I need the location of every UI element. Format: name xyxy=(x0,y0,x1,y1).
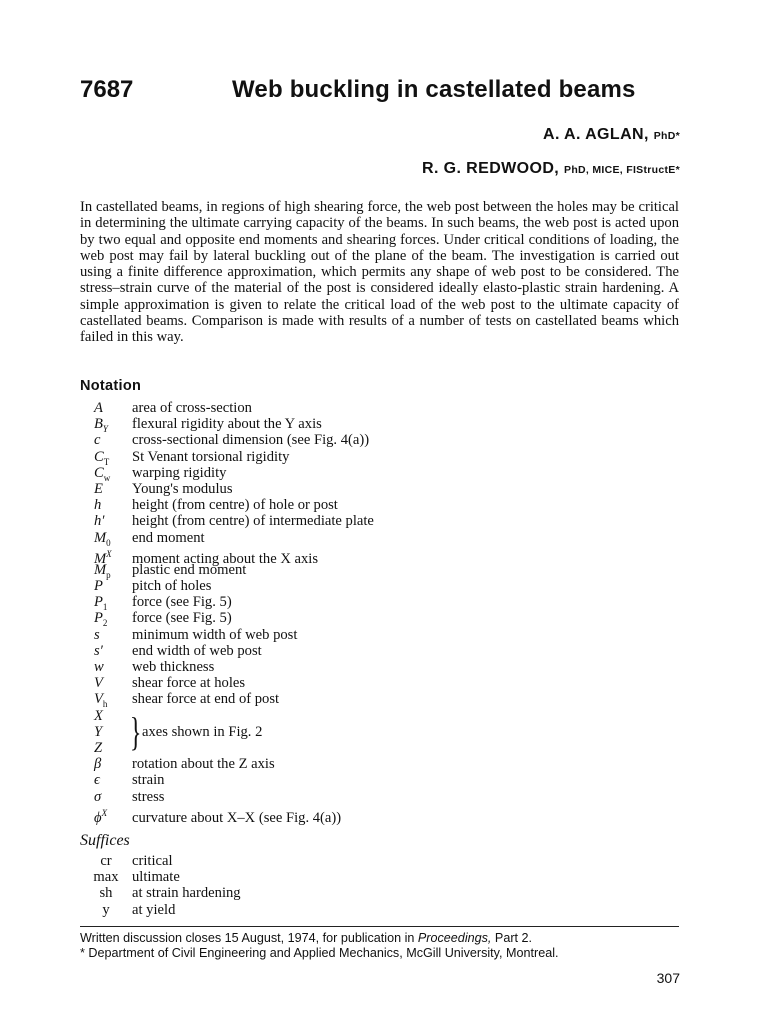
notation-symbol: w xyxy=(94,659,104,675)
notation-item xyxy=(80,578,374,594)
notation-item xyxy=(80,449,374,465)
notation-item xyxy=(80,805,374,826)
axis-y-symbol: Y xyxy=(94,723,103,740)
notation-definition: minimum width of web post xyxy=(132,626,298,643)
notation-definition: end width of web post xyxy=(132,642,262,659)
axis-z-symbol: Z xyxy=(94,739,103,756)
notation-item xyxy=(80,513,374,529)
notation-symbol: c xyxy=(94,432,101,449)
notation-definition: rotation about the Z axis xyxy=(132,756,275,773)
notation-item xyxy=(80,610,374,629)
notation-item xyxy=(80,465,374,481)
notation-item xyxy=(80,772,374,788)
suffix-symbol: max xyxy=(93,869,119,886)
notation-symbol: P xyxy=(94,578,103,595)
notation-definition: strain xyxy=(132,772,165,789)
notation-symbol: β xyxy=(94,756,102,773)
author-credentials: PhD, MICE, FIStructE* xyxy=(564,164,680,176)
notation-list xyxy=(80,400,374,826)
notation-definition: plastic end moment xyxy=(132,561,247,578)
notation-item xyxy=(80,643,374,659)
notation-definition: warping rigidity xyxy=(132,464,227,481)
notation-definition: Young's modulus xyxy=(132,480,233,497)
curly-brace-glyph: } xyxy=(129,708,142,754)
notation-definition: shear force at end of post xyxy=(132,691,280,708)
suffix-item xyxy=(80,885,241,901)
author-credentials: PhD* xyxy=(653,130,680,142)
author-name: A. A. AGLAN, xyxy=(543,126,649,143)
notation-symbol: h xyxy=(94,497,102,514)
notation-definition: web thickness xyxy=(132,659,215,675)
paper-number: 7687 xyxy=(80,76,134,103)
notation-symbol: ϵ xyxy=(94,772,100,789)
notation-item xyxy=(80,789,374,805)
notation-symbol: A xyxy=(94,400,103,416)
notation-definition: flexural rigidity about the Y axis xyxy=(132,416,322,433)
suffix-meaning: at yield xyxy=(132,901,176,918)
notation-symbol: $P_2$ xyxy=(94,610,108,629)
notation-symbol: $M_0$ xyxy=(94,529,111,548)
discussion-footnote xyxy=(80,931,532,946)
author-aglan xyxy=(543,126,680,144)
page-number: 307 xyxy=(656,970,680,986)
axes-group xyxy=(80,708,374,757)
notation-symbol: E xyxy=(94,480,103,497)
discussion-text: Written discussion closes 15 August, 1974, for publication in xyxy=(80,931,415,945)
notation-item xyxy=(80,756,374,772)
suffix-symbol: y xyxy=(102,901,110,918)
affiliation-footnote: * Department of Civil Engineering and Applied Mechanics, McGill University, Montreal. xyxy=(80,946,559,960)
notation-item xyxy=(80,400,374,416)
notation-item xyxy=(80,659,374,675)
notation-symbol: V xyxy=(94,675,103,692)
notation-symbol: s xyxy=(94,626,100,643)
notation-item xyxy=(80,481,374,497)
notation-item xyxy=(80,691,374,710)
notation-symbol: $V_h$ xyxy=(94,691,108,710)
notation-item xyxy=(80,530,374,546)
author-name: R. G. REDWOOD, xyxy=(422,160,560,177)
notation-definition: shear force at holes xyxy=(132,675,246,692)
suffix-item xyxy=(80,869,241,885)
discussion-part: Part 2. xyxy=(494,931,533,945)
notation-definition: cross-sectional dimension (see Fig. 4(a)) xyxy=(132,432,370,449)
notation-definition: height (from centre) of intermediate plate xyxy=(132,513,374,530)
notation-symbol: s′ xyxy=(94,642,103,659)
notation-symbol: h′ xyxy=(94,513,105,530)
notation-definition: St Venant torsional rigidity xyxy=(132,448,290,465)
notation-definition: force (see Fig. 5) xyxy=(132,594,232,611)
paper-title: Web buckling in castellated beams xyxy=(232,76,636,103)
suffix-item xyxy=(80,902,241,918)
axes-letters xyxy=(94,708,103,757)
notation-item xyxy=(80,416,374,435)
notation-definition: area of cross-section xyxy=(132,400,252,416)
suffix-meaning: at strain hardening xyxy=(132,885,241,902)
notation-heading: Notation xyxy=(80,378,142,394)
notation-item xyxy=(80,546,374,567)
notation-symbol: $C_w$ xyxy=(94,464,111,483)
notation-item xyxy=(80,675,374,691)
notation-item xyxy=(80,594,374,613)
notation-definition: curvature about X–X (see Fig. 4(a)) xyxy=(132,809,342,826)
suffix-symbol: cr xyxy=(100,853,112,869)
suffix-meaning: critical xyxy=(132,853,173,869)
suffix-item xyxy=(80,853,241,869)
abstract: In castellated beams, in regions of high shearing force, the web post between the holes may be critical in determining the ultimate carrying capacity of the beams. In such beams, the web post is acted upon by two equal and opposite end moments and shearing forces. Under critical conditions of loading, the web post may fail by lateral buckling out of the plane of the beam. The investigation is carried out using a finite difference approximation, which permits any shape of web post to be considered. The stress–strain curve of the material of the post is considered ideally elasto-plastic strain hardening. A simple approximation is given to relate the critical load of the web post to the ultimate capacity of castellated beams. Comparison is made with results of a number of tests on castellated beams which failed in this way. xyxy=(80,199,679,346)
notation-definition: height (from centre) of hole or post xyxy=(132,497,338,514)
notation-symbol: σ xyxy=(94,788,102,805)
notation-symbol: $C_T$ xyxy=(94,448,110,467)
notation-item xyxy=(80,627,374,643)
notation-definition: moment acting about the X axis xyxy=(132,550,319,567)
notation-symbol: $P_1$ xyxy=(94,594,108,613)
notation-symbol: $M^X$ xyxy=(94,548,112,567)
notation-item xyxy=(80,562,374,578)
suffix-symbol: sh xyxy=(99,885,113,902)
footer-rule xyxy=(80,926,679,927)
notation-symbol: $\phi^X$ xyxy=(94,807,108,826)
notation-item xyxy=(80,497,374,513)
notation-definition: pitch of holes xyxy=(132,578,212,595)
axis-x-symbol: X xyxy=(94,707,103,724)
suffix-list xyxy=(80,853,241,918)
publication-name: Proceedings, xyxy=(417,931,492,945)
notation-symbol: $M_p$ xyxy=(94,561,111,580)
author-redwood xyxy=(422,160,680,178)
axes-definition: axes shown in Fig. 2 xyxy=(142,723,263,740)
notation-symbol: $B_Y$ xyxy=(94,416,108,435)
notation-definition: force (see Fig. 5) xyxy=(132,610,232,627)
notation-item xyxy=(80,432,374,448)
notation-definition: end moment xyxy=(132,529,205,546)
suffices-heading: Suffices xyxy=(80,832,130,849)
suffix-meaning: ultimate xyxy=(132,869,180,886)
notation-definition: stress xyxy=(132,788,165,805)
